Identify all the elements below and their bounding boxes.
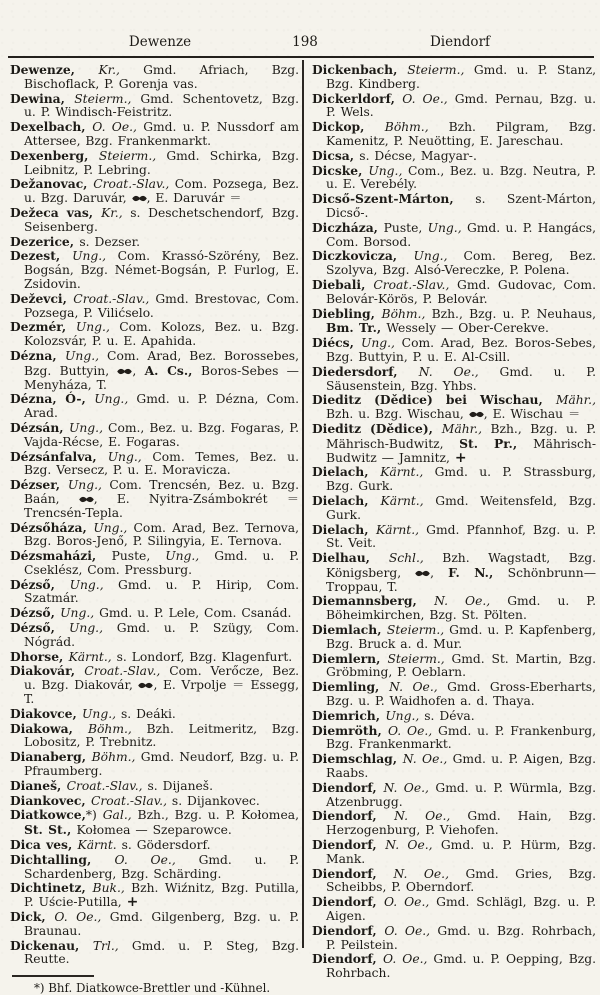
region-abbrev: Kärnt. xyxy=(77,838,122,853)
entry xyxy=(10,292,299,321)
entry-text: Wessely — Ober-Cerekve. xyxy=(386,321,549,336)
entry-headword: Diendorf, xyxy=(312,865,394,881)
entry-headword: Diatkowce, xyxy=(10,807,86,823)
entry xyxy=(312,494,596,523)
region-abbrev: Ung., xyxy=(72,249,118,264)
entry-text: s. Décse, Magyar-. xyxy=(359,148,477,163)
entry-headword: Diendorf, xyxy=(312,951,384,967)
region-abbrev: Kärnt., xyxy=(68,649,117,664)
entry xyxy=(10,149,299,178)
entry-headword: Diendorf, xyxy=(312,808,395,824)
entry-text: s. Deáki. xyxy=(120,706,176,721)
region-abbrev: Croat.-Slav., xyxy=(373,277,458,292)
region-abbrev: O. Oe., xyxy=(92,120,144,135)
entry xyxy=(10,478,299,520)
footnote: *) Bhf. Diatkowce-Brettler und -Kühnel. xyxy=(34,981,271,995)
entry-text: , E. Nyitra-Zsámbokrét ＝ Trencsén-Tepla. xyxy=(24,491,299,520)
entry-headword: Bm. Tr., xyxy=(326,320,387,336)
region-abbrev: Mähr., xyxy=(555,393,596,408)
region-abbrev: Böhm., xyxy=(87,721,147,736)
entry xyxy=(312,952,596,981)
region-abbrev: Ung., xyxy=(75,320,120,335)
region-abbrev: Trl., xyxy=(92,938,132,953)
entry-headword: Diécs, xyxy=(312,335,361,351)
telegraph-icon xyxy=(469,407,484,421)
entry-text: Gmd. u. P. Steg, Bzg. Reutte. xyxy=(24,938,300,967)
entry-text: Com., Bez. u. Bzg. Fogaras, P. Vajda-Récse, E. Fogaras. xyxy=(24,420,299,449)
region-abbrev: Buk., xyxy=(92,881,132,896)
footnote-rule xyxy=(12,975,94,977)
entry-headword: F. N., xyxy=(448,564,508,580)
entry-headword: Dianaberg, xyxy=(10,749,92,765)
entry xyxy=(312,709,596,724)
entry xyxy=(10,722,299,751)
region-abbrev: Croat.-Slav., xyxy=(90,793,172,808)
entry-text: Com. Temes, Bez. u. Bzg. Versecz, P. u. E. Moravicza. xyxy=(24,449,300,478)
entry-headword: Dickenau, xyxy=(10,937,93,953)
region-abbrev: Steierm., xyxy=(74,91,141,106)
entry-text: Gmd. Schirka, Bzg. Leibnitz, P. Lebring. xyxy=(24,148,299,177)
entry-headword: Diedersdorf, xyxy=(312,363,419,379)
entry-text: , E. Vrpolje ＝ Essegg, T. xyxy=(24,678,300,707)
entry xyxy=(312,164,596,193)
entry-text: Gmd. Schentovetz, Bzg. u. P. Windisch-Feistritz. xyxy=(24,91,299,120)
entry-text: , xyxy=(132,363,145,378)
entry xyxy=(10,421,299,450)
region-abbrev: O. Oe., xyxy=(54,910,110,925)
entry-headword: Diendorf, xyxy=(312,837,386,853)
entry-headword: Diemling, xyxy=(312,679,390,695)
entry xyxy=(10,120,299,149)
entry xyxy=(10,621,299,650)
entry-text: Bzh., Bzg. u. P. Mährisch-Budwitz, xyxy=(326,421,596,451)
entry-headword: Dézső, xyxy=(10,576,70,592)
entry-headword: Dieditz (Dědice), xyxy=(312,420,442,436)
region-abbrev: Kr., xyxy=(98,63,144,77)
entry-text: , E. Daruvár ＝ xyxy=(146,191,242,206)
region-abbrev: Ung., xyxy=(94,392,137,407)
region-abbrev: Mähr., xyxy=(441,421,491,436)
entry-headword: Dexenberg, xyxy=(10,147,99,163)
entry-text: Gmd. u. P. Schardenberg, Bzg. Schärding. xyxy=(24,852,300,881)
region-abbrev: Steierm., xyxy=(386,623,450,638)
entry xyxy=(10,521,299,550)
entry xyxy=(312,838,596,867)
entry xyxy=(10,392,299,421)
entry xyxy=(312,149,596,164)
entry-text: Com. Trencsén, Bez. u. Bzg. Baán, xyxy=(24,478,299,506)
entry-text: s. Deschetschendorf, Bzg. Seisenberg. xyxy=(24,205,299,234)
entry xyxy=(312,523,596,552)
region-abbrev: Croat.-Slav., xyxy=(84,664,170,679)
region-abbrev: N. Oe., xyxy=(418,364,500,379)
header-guide-word-right: Diendorf xyxy=(429,34,491,50)
entry xyxy=(312,895,596,924)
entry-headword: Diemrich, xyxy=(312,707,386,723)
entry-text: Gmd. u. P. Würmla, Bzg. Atzenbrugg. xyxy=(326,780,596,809)
entry-text: Gmd. u. P. Säusenstein, Bzg. Yhbs. xyxy=(326,364,596,393)
entry-headword: Diebling, xyxy=(312,305,382,321)
region-abbrev: Ung., xyxy=(413,249,464,264)
entry-headword: Dewina, xyxy=(10,90,75,106)
church-cross-icon: + xyxy=(454,449,467,466)
region-abbrev: N. Oe., xyxy=(383,780,436,795)
region-abbrev: N. Oe., xyxy=(385,838,441,853)
entry-text: Gmd. u. P. Kapfenberg, Bzg. Bruck a. d. Mur. xyxy=(326,623,596,651)
entry xyxy=(312,120,596,149)
entry-text: Gmd. Gudovac, Com. Belovár-Körös, P. Belovár. xyxy=(326,277,597,306)
entry-text: Gmd. Pernau, Bzg. u. P. Wels. xyxy=(326,91,596,120)
region-abbrev: Kärnt., xyxy=(375,522,427,537)
entry-text: Gmd. u. P. Hürm, Bzg. Mank. xyxy=(326,838,596,866)
entry-text: Gmd. u. P. Böheimkirchen, Bzg. St. Pölten. xyxy=(326,594,596,623)
entry-headword: Dežeca vas, xyxy=(10,204,102,220)
entry-headword: Dézna, Ó-, xyxy=(10,391,95,407)
entry xyxy=(10,63,299,92)
entry-text: Gmd. Afriach, Bzg. Bischoflack, P. Gorenja vas. xyxy=(24,63,299,91)
entry xyxy=(10,320,299,349)
entry-text: Gmd. Gilgenberg, Bzg. u. P. Braunau. xyxy=(24,910,300,938)
entry-headword: Dick, xyxy=(10,909,55,925)
entry xyxy=(312,336,596,365)
telegraph-icon xyxy=(138,678,153,692)
entry xyxy=(312,680,596,709)
entry-headword: Dicske, xyxy=(312,162,369,178)
entry xyxy=(10,910,299,939)
entry-headword: Diemröth, xyxy=(312,722,388,738)
entry-headword: Dickop, xyxy=(312,119,385,135)
entry-headword: Dhorse, xyxy=(10,648,69,664)
entry-text: s. Szent-Márton, Dicső-. xyxy=(326,192,596,220)
region-abbrev: Kärnt., xyxy=(380,465,435,480)
entry xyxy=(312,249,596,278)
entry-text: Bzh., Bzg. u. P. Neuhaus, xyxy=(431,306,596,321)
entry-text: Gmd. u. P. Oepping, Bzg. Rohrbach. xyxy=(326,952,597,981)
entry-headword: Diendorf, xyxy=(312,779,384,795)
region-abbrev: Böhm., xyxy=(384,120,449,135)
telegraph-icon xyxy=(79,492,94,506)
entry xyxy=(312,63,596,92)
entry-text: Com. Kolozs, Bez. u. Bzg. Kolozsvár, P. u. E. Apahida. xyxy=(24,320,300,349)
entry-headword: Diankovec, xyxy=(10,792,91,808)
region-abbrev: Ung., xyxy=(360,336,402,351)
entry-headword: Diebali, xyxy=(312,276,374,292)
entry xyxy=(10,939,299,968)
entry-text: , E. Wischau ＝ xyxy=(483,407,581,422)
region-abbrev: Böhm., xyxy=(381,306,432,321)
region-abbrev: N. Oe., xyxy=(394,809,468,824)
entry-text: Schönbrunn—Troppau, T. xyxy=(326,565,597,594)
entry-text: Gmd. Schlägl, Bzg. u. P. Aigen. xyxy=(326,895,596,924)
entry xyxy=(312,192,596,221)
entry-headword: Dézső, xyxy=(10,620,70,636)
entry xyxy=(312,278,596,307)
region-abbrev: N. Oe., xyxy=(389,680,448,695)
entry xyxy=(10,794,299,809)
region-abbrev: Steierm., xyxy=(387,651,452,666)
entry-text: Gmd. St. Martin, Bzg. Gröbming, P. Oeblarn. xyxy=(326,651,596,680)
region-abbrev: Croat.-Slav., xyxy=(73,291,156,306)
entry-headword: Diakovce, xyxy=(10,705,83,721)
region-abbrev: Ung., xyxy=(427,220,467,235)
entry-text: Bzh. Pilgram, Bzg. Kamenitz, P. Neuötting, E. Jareschau. xyxy=(326,120,596,148)
entry xyxy=(10,707,299,722)
entry-text: Boros-Sebes — Menyháza, T. xyxy=(24,363,299,392)
entry-text: Gmd. Pfannhof, Bzg. u. P. St. Veit. xyxy=(326,522,596,551)
entry xyxy=(10,235,299,250)
region-abbrev: Ung., xyxy=(69,577,119,592)
entry-headword: A. Cs., xyxy=(144,362,202,378)
church-cross-icon: + xyxy=(126,894,139,911)
entry-headword: Dichtinetz, xyxy=(10,880,93,896)
region-abbrev: Steierm., xyxy=(98,148,167,163)
region-abbrev: O. Oe., xyxy=(383,895,437,910)
entry-text: Gmd. Gries, Bzg. Scheibbs, P. Oberndorf. xyxy=(326,866,596,895)
entry xyxy=(10,750,299,779)
entry-text: Gmd. u. P. Lele, Com. Csanád. xyxy=(99,606,292,621)
entry xyxy=(312,221,596,250)
entry-text: Gmd. Hain, Bzg. Herzogenburg, P. Viehofen. xyxy=(326,809,596,838)
entry xyxy=(10,606,299,621)
region-abbrev: Ung., xyxy=(69,621,117,636)
entry-text: Com. Bereg, Bez. Szolyva, Bzg. Alsó-Vereczke, P. Polena. xyxy=(326,249,596,278)
entry-headword: Dézna, xyxy=(10,347,66,363)
entry-text: *) xyxy=(85,808,103,823)
right-column xyxy=(312,63,596,981)
entry xyxy=(10,664,299,706)
region-abbrev: Croat.-Slav., xyxy=(66,778,148,793)
region-abbrev: Ung., xyxy=(82,706,121,721)
entry xyxy=(10,450,299,479)
region-abbrev: Ung., xyxy=(368,163,408,178)
region-abbrev: Schl., xyxy=(388,551,443,566)
entry xyxy=(312,551,596,594)
entry-text: s. Dezser. xyxy=(79,234,141,249)
region-abbrev: Ung., xyxy=(60,606,100,621)
entry-text: s. Dijaneš. xyxy=(147,778,213,793)
entry-text: Gmd. u. P. Strassburg, Bzg. Gurk. xyxy=(326,465,597,494)
entry-text: Gmd. u. P. Hangács, Com. Borsod. xyxy=(326,220,596,249)
entry-text: Com. Arad, Bez. Borossebes, Bzg. Buttyin, xyxy=(24,348,299,378)
telegraph-icon xyxy=(117,364,132,378)
entry-headword: Dicső-Szent-Márton, xyxy=(312,191,476,207)
entry xyxy=(10,249,299,291)
entry-text: Gmd. Neudorf, Bzg. u. P. Pfraumberg. xyxy=(24,750,299,779)
region-abbrev: Ung., xyxy=(93,520,134,535)
entry-headword: Dianeš, xyxy=(10,777,67,793)
entry-text: Bzh. Leitmeritz, Bzg. Lobositz, P. Trebnitz. xyxy=(24,721,299,750)
entry-headword: Dielach, xyxy=(312,521,376,537)
entry-text: Gmd. u. P. Hirip, Com. Szatmár. xyxy=(24,577,299,606)
region-abbrev: Gal., xyxy=(102,808,138,823)
region-abbrev: Steierm., xyxy=(407,63,474,77)
entry-headword: Deževci, xyxy=(10,290,74,306)
entry xyxy=(10,177,299,206)
entry xyxy=(10,92,299,121)
entry-text: Bzh., Bzg. u. P. Kołomea, xyxy=(137,808,299,823)
region-abbrev: N. Oe., xyxy=(393,866,466,881)
entry-headword: Diakovár, xyxy=(10,663,85,679)
entry xyxy=(312,724,596,753)
entry-headword: Diemannsberg, xyxy=(312,593,435,609)
entry-headword: Diemlern, xyxy=(312,650,388,666)
entry xyxy=(10,808,299,838)
region-abbrev: O. Oe., xyxy=(114,852,199,867)
region-abbrev: Böhm., xyxy=(91,750,141,765)
entry xyxy=(312,752,596,781)
region-abbrev: O. Oe., xyxy=(383,952,434,967)
entry-headword: Dezerice, xyxy=(10,233,80,249)
entry-headword: Diemlach, xyxy=(312,622,387,638)
entry xyxy=(10,853,299,882)
entry xyxy=(10,779,299,794)
entry xyxy=(312,867,596,896)
entry xyxy=(10,838,299,853)
region-abbrev: Ung., xyxy=(385,708,425,723)
entry xyxy=(312,924,596,953)
entry-text: Gmd. u. P. Stanz, Bzg. Kindberg. xyxy=(326,63,596,91)
entry-headword: Dézső, xyxy=(10,605,61,621)
entry-headword: Diendorf, xyxy=(312,922,385,938)
entry-text: s. Déva. xyxy=(424,708,475,723)
region-abbrev: Ung., xyxy=(69,420,109,435)
entry-text: Bzh. u. Bzg. Wischau, xyxy=(326,407,469,422)
region-abbrev: Kr., xyxy=(101,205,131,220)
entry-headword: Dexelbach, xyxy=(10,119,93,135)
entry-headword: Dieditz (Dědice) bei Wischau, xyxy=(312,392,556,408)
entry-headword: Dielach, xyxy=(312,464,381,480)
entry-headword: Diczháza, xyxy=(312,219,384,235)
region-abbrev: N. Oe., xyxy=(402,752,453,767)
entry-headword: Diakowa, xyxy=(10,720,88,736)
entry-text: Gmd. u. Bzg. Rohrbach, P. Peilstein. xyxy=(326,923,597,952)
entry xyxy=(312,623,596,652)
entry-text: s. Dijankovec. xyxy=(171,793,260,808)
page-header xyxy=(0,34,600,54)
entry-headword: Dézsmaházi, xyxy=(10,548,112,564)
entry xyxy=(312,393,596,422)
entry-text: Gmd. Gross-Eberharts, Bzg. u. P. Waidhofen a. d. Thaya. xyxy=(326,680,596,709)
entry xyxy=(10,650,299,665)
entry-text: Com. Arad, Bez. Boros-Sebes, Bzg. Buttyin, P. u. E. Al-Csill. xyxy=(326,336,597,364)
region-abbrev: Ung., xyxy=(107,449,153,464)
left-column xyxy=(10,63,299,995)
entry xyxy=(312,465,596,494)
entry-headword: Dézser, xyxy=(10,477,68,493)
entry xyxy=(10,206,299,235)
entry-text: s. Londorf, Bzg. Klagenfurt. xyxy=(116,649,293,664)
entry-text: Com. Verőcze, Bez. u. Bzg. Diakovár, xyxy=(24,664,299,693)
region-abbrev: Ung., xyxy=(65,348,108,363)
entry-headword: Dežanovac, xyxy=(10,176,94,192)
entry-headword: Diemschlag, xyxy=(312,751,403,767)
entry-headword: Dézsőháza, xyxy=(10,519,94,535)
entry-text: Com. Krassó-Szörény, Bez. Bogsán, Bzg. Német-Bogsán, P. Furlog, E. Zsidovin. xyxy=(24,249,299,291)
entry-headword: Diczkovicza, xyxy=(312,248,414,264)
entry xyxy=(312,365,596,394)
entry xyxy=(312,809,596,838)
entry-text: Kołomea — Szeparowce. xyxy=(76,823,232,838)
entry-text: Gmd. u. P. Szügy, Com. Nógrád. xyxy=(24,621,299,649)
entry-headword: Dickenbach, xyxy=(312,62,408,77)
entry xyxy=(312,92,596,121)
entry xyxy=(10,349,299,392)
column-divider xyxy=(302,60,304,948)
region-abbrev: O. Oe., xyxy=(387,723,439,738)
entry xyxy=(312,594,596,623)
region-abbrev: Kärnt., xyxy=(380,493,436,508)
entry-text: s. Gödersdorf. xyxy=(121,838,211,853)
region-abbrev: O. Oe., xyxy=(402,91,455,106)
entry-text: Puste, xyxy=(383,220,428,235)
entry-headword: Diendorf, xyxy=(312,894,384,910)
entry-headword: Dicsa, xyxy=(312,147,360,163)
entry-headword: Dica ves, xyxy=(10,837,78,853)
page-number: 198 xyxy=(292,34,318,50)
entry-text: Com. Pozsega, Bez. u. Bzg. Daruvár, xyxy=(24,177,299,206)
entry-text: Gmd. Weitensfeld, Bzg. Gurk. xyxy=(326,493,596,522)
entry xyxy=(10,578,299,607)
entry-text: Gmd. u. P. Aigen, Bzg. Raabs. xyxy=(326,752,596,781)
entry-text: , xyxy=(430,565,449,580)
entry xyxy=(10,881,299,910)
region-abbrev: Croat.-Slav., xyxy=(93,177,175,192)
entry-headword: Dezest, xyxy=(10,248,73,264)
entry xyxy=(312,652,596,681)
entry-headword: St. St., xyxy=(24,822,77,838)
entry-headword: Dickerldorf, xyxy=(312,90,403,106)
region-abbrev: N. Oe., xyxy=(434,594,508,609)
telegraph-icon xyxy=(132,191,147,205)
entry-headword: St. Pr., xyxy=(459,435,534,451)
entry-headword: Dezmér, xyxy=(10,319,76,335)
telegraph-icon xyxy=(415,566,430,580)
entry-text: Gmd. u. P. Cseklész, Com. Pressburg. xyxy=(24,549,300,577)
entry xyxy=(312,307,596,337)
entry-headword: Dichtalling, xyxy=(10,851,115,867)
region-abbrev: Ung., xyxy=(67,478,110,493)
entry-text: Mährisch-Budwitz — Jamnitz, xyxy=(326,436,597,465)
entry-text: Gmd. u. P. Frankenburg, Bzg. Frankenmarkt. xyxy=(326,723,596,752)
entry-text: Puste, xyxy=(111,549,166,564)
entry-text: Gmd. u. P. Nussdorf am Attersee, Bzg. Frankenmarkt. xyxy=(24,120,299,148)
region-abbrev: Ung., xyxy=(165,549,215,564)
entry xyxy=(312,781,596,810)
entry-text: Gmd. Brestovac, Com. Pozsega, P. Vilićselo. xyxy=(24,291,299,320)
entry-text: Com., Bez. u. Bzg. Neutra, P. u. E. Verebély. xyxy=(326,163,596,192)
region-abbrev: O. Oe., xyxy=(384,923,438,938)
entry-headword: Dézsánfalva, xyxy=(10,448,108,464)
header-guide-word-left: Dewenze xyxy=(128,34,192,50)
entry-headword: Dézsán, xyxy=(10,419,70,435)
entry-text: Com. Arad, Bez. Ternova, Bzg. Boros-Jenő, P. Silingyia, E. Ternova. xyxy=(24,520,299,549)
entry-text: Bzh. Wagstadt, Bzg. Königsberg, xyxy=(326,551,596,580)
entry-headword: Dielach, xyxy=(312,492,381,508)
entry-headword: Dielhau, xyxy=(312,550,389,566)
entry-headword: Dewenze, xyxy=(10,62,99,77)
entry xyxy=(10,549,299,578)
entry-text: Gmd. u. P. Dézna, Com. Arad. xyxy=(24,392,299,421)
entry xyxy=(312,422,596,465)
header-rule xyxy=(8,56,594,58)
entry-text: Bzh. Wiźnitz, Bzg. Putilla, P. Uście-Putilla, xyxy=(24,881,299,910)
